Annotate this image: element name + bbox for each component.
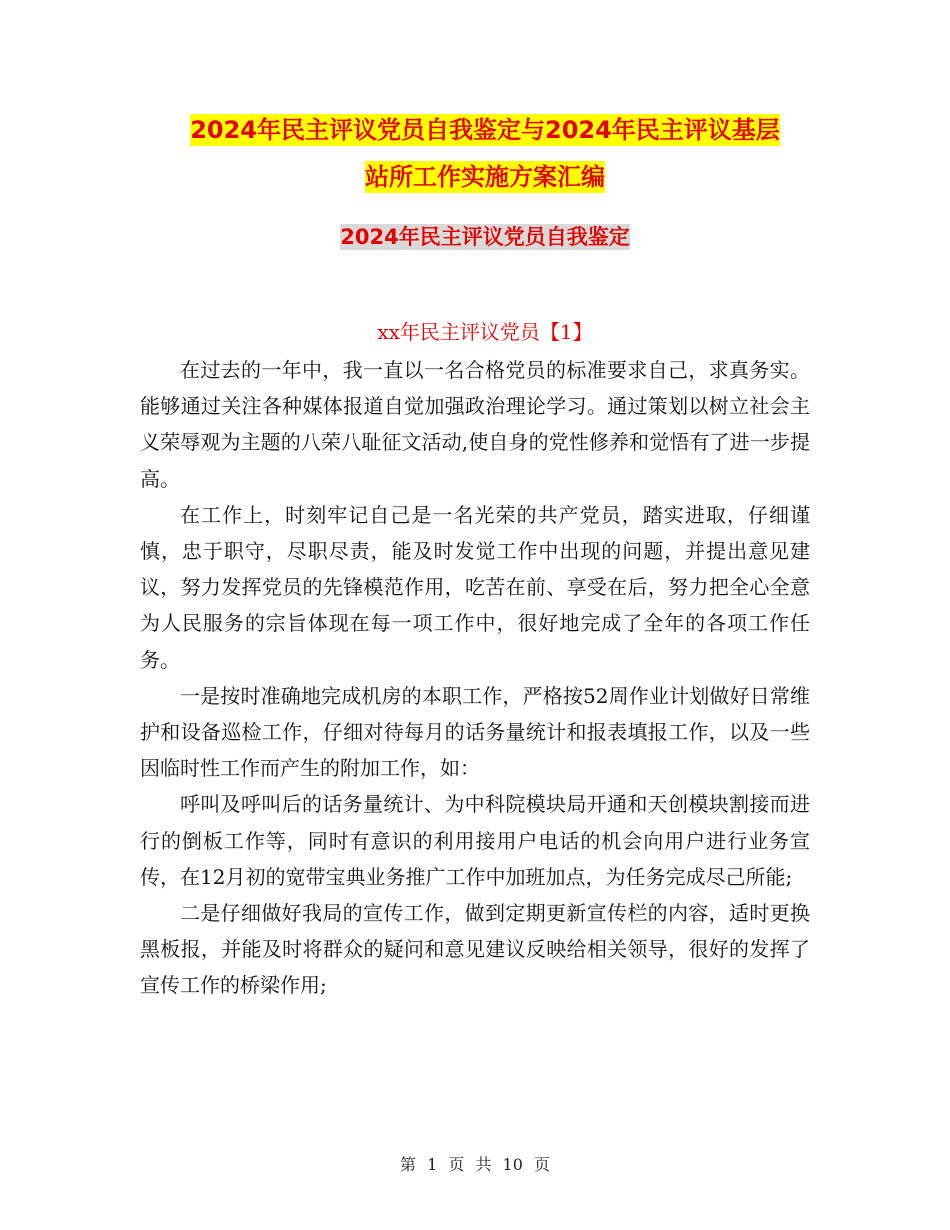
body-paragraph: 一是按时准确地完成机房的本职工作，严格按52周作业计划做好日常维护和设备巡检工作，仔细对待每月的话务量统计和报表填报工作，以及一些因临时性工作而产生的附加工作，如： — [140, 683, 810, 781]
document-subtitle — [140, 222, 830, 252]
body-paragraph: 在过去的一年中，我一直以一名合格党员的标准要求自己，求真务实。能够通过关注各种媒体报道自觉加强政治理论学习。通过策划以树立社会主义荣辱观为主题的八荣八耻征文活动,使自身的党性修养和觉悟有了进一步提高。 — [140, 358, 810, 491]
document-title-text-2: 站所工作实施方案汇编 — [365, 163, 605, 191]
section-heading: xx年民主评议党员【1】 — [377, 320, 593, 344]
body-paragraph: 在工作上，时刻牢记自己是一名光荣的共产党员，踏实进取，仔细谨慎，忠于职守，尽职尽责，能及时发觉工作中出现的问题，并提出意见建议，努力发挥党员的先锋模范作用，吃苦在前、享受在后，努力把全心全意为人民服务的宗旨体现在每一项工作中，很好地完成了全年的各项工作任务。 — [140, 502, 810, 672]
document-title-line-1 — [140, 105, 830, 155]
document-title-text-1: 2024年民主评议党员自我鉴定与2024年民主评议基层 — [190, 116, 780, 144]
body-paragraph: 呼叫及呼叫后的话务量统计、为中科院模块局开通和天创模块割接而进行的倒板工作等，同时有意识的利用接用户电话的机会向用户进行业务宣传，在12月初的宽带宝典业务推广工作中加班加点，为任务完成尽己所能; — [140, 792, 810, 889]
document-title-line-2 — [140, 152, 830, 202]
page-footer: 第 1 页 共 10 页 — [400, 1155, 550, 1174]
document-subtitle-text: 2024年民主评议党员自我鉴定 — [340, 225, 630, 249]
document-body — [140, 352, 810, 1004]
body-paragraph: 二是仔细做好我局的宣传工作，做到定期更新宣传栏的内容，适时更换黑板报，并能及时将群众的疑问和意见建议反映给相关领导，很好的发挥了宣传工作的桥梁作用; — [140, 901, 810, 998]
